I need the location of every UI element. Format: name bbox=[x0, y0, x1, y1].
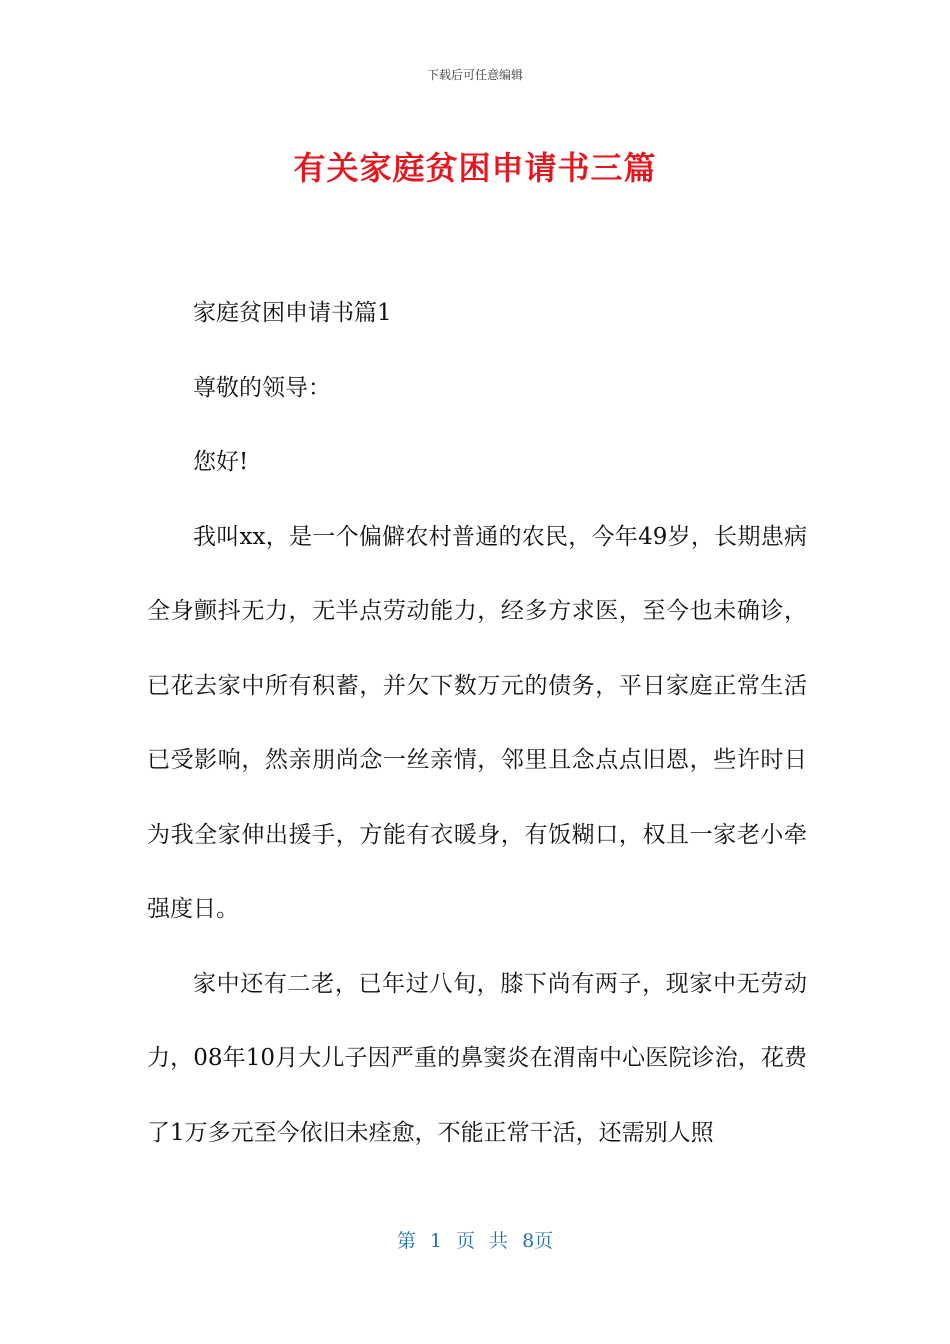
page-footer: 第 1 页 共 8页 bbox=[396, 1230, 554, 1252]
document-body bbox=[147, 276, 807, 1170]
header-note: 下载后可任意编辑 bbox=[426, 68, 523, 82]
salutation: 尊敬的领导： bbox=[193, 374, 331, 401]
body-paragraph: 家中还有二老，已年过八旬，膝下尚有两子，现家中无劳动力，08年10月大儿子因严重的鼻窦炎在渭南中心医院诊治，花费了1万多元至今依旧未痊愈，不能正常干活，还需别人照 bbox=[147, 970, 807, 1146]
section-heading: 家庭贫困申请书篇1 bbox=[193, 300, 392, 326]
document-title: 有关家庭贫困申请书三篇 bbox=[293, 149, 657, 187]
greeting: 您好! bbox=[193, 449, 249, 475]
body-paragraph: 我叫xx，是一个偏僻农村普通的农民，今年49岁，长期患病全身颤抖无力，无半点劳动能力，经多方求医，至今也未确诊，已花去家中所有积蓄，并欠下数万元的债务，平日家庭正常生活已受影响，然亲朋尚念一丝亲情，邻里且念点点旧恩，些许时日为我全家伸出援手，方能有衣暖身，有饭糊口，权且一家老小牵强度日。 bbox=[147, 523, 807, 922]
